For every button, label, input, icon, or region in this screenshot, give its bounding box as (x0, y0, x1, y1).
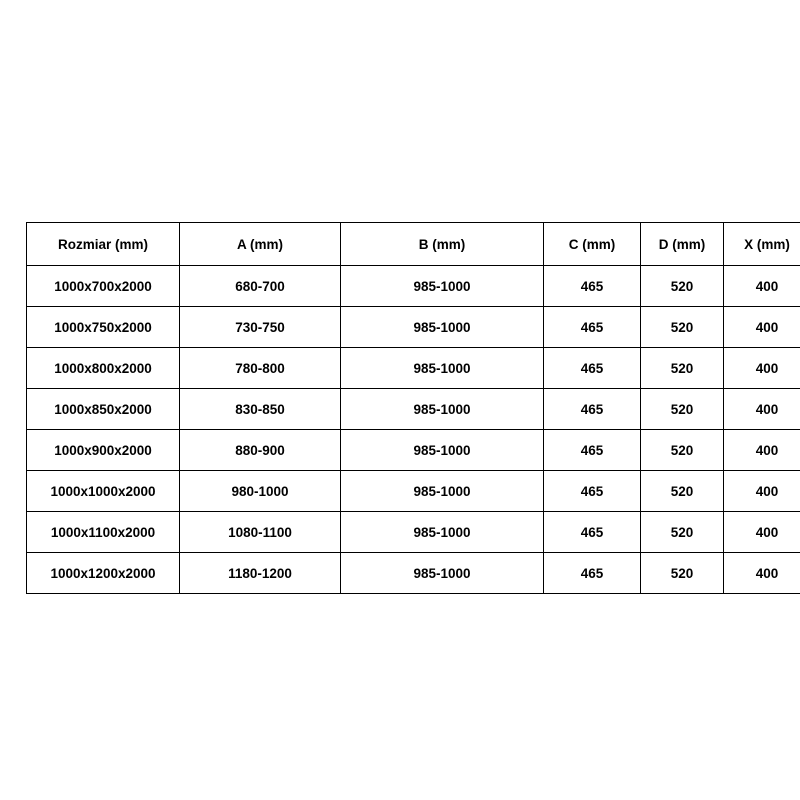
cell-a: 980-1000 (180, 471, 341, 512)
cell-b: 985-1000 (341, 553, 544, 594)
column-header-c: C (mm) (544, 223, 641, 266)
table-row (27, 307, 800, 348)
cell-rozmiar: 1000x900x2000 (27, 430, 180, 471)
cell-a: 830-850 (180, 389, 341, 430)
cell-d: 520 (641, 348, 724, 389)
column-header-b: B (mm) (341, 223, 544, 266)
table-row (27, 553, 800, 594)
cell-d: 520 (641, 307, 724, 348)
table-body (27, 266, 800, 594)
cell-c: 465 (544, 471, 641, 512)
cell-b: 985-1000 (341, 307, 544, 348)
cell-b: 985-1000 (341, 430, 544, 471)
cell-a: 1080-1100 (180, 512, 341, 553)
cell-x: 400 (724, 430, 800, 471)
cell-d: 520 (641, 389, 724, 430)
table-row (27, 348, 800, 389)
cell-b: 985-1000 (341, 348, 544, 389)
cell-x: 400 (724, 266, 800, 307)
table-row (27, 430, 800, 471)
specification-table-container (26, 222, 790, 594)
cell-c: 465 (544, 389, 641, 430)
cell-x: 400 (724, 307, 800, 348)
specification-table (26, 222, 800, 594)
cell-rozmiar: 1000x1100x2000 (27, 512, 180, 553)
cell-b: 985-1000 (341, 512, 544, 553)
cell-c: 465 (544, 512, 641, 553)
cell-x: 400 (724, 512, 800, 553)
cell-a: 880-900 (180, 430, 341, 471)
cell-d: 520 (641, 430, 724, 471)
table-row (27, 471, 800, 512)
cell-c: 465 (544, 307, 641, 348)
column-header-a: A (mm) (180, 223, 341, 266)
column-header-d: D (mm) (641, 223, 724, 266)
cell-rozmiar: 1000x1000x2000 (27, 471, 180, 512)
cell-c: 465 (544, 553, 641, 594)
cell-c: 465 (544, 348, 641, 389)
cell-x: 400 (724, 348, 800, 389)
cell-rozmiar: 1000x850x2000 (27, 389, 180, 430)
cell-d: 520 (641, 266, 724, 307)
table-header-row (27, 223, 800, 266)
cell-d: 520 (641, 512, 724, 553)
table-header (27, 223, 800, 266)
cell-b: 985-1000 (341, 266, 544, 307)
cell-c: 465 (544, 430, 641, 471)
cell-d: 520 (641, 553, 724, 594)
cell-a: 680-700 (180, 266, 341, 307)
cell-rozmiar: 1000x750x2000 (27, 307, 180, 348)
cell-a: 780-800 (180, 348, 341, 389)
cell-rozmiar: 1000x1200x2000 (27, 553, 180, 594)
table-row (27, 512, 800, 553)
cell-rozmiar: 1000x700x2000 (27, 266, 180, 307)
table-row (27, 389, 800, 430)
cell-rozmiar: 1000x800x2000 (27, 348, 180, 389)
column-header-rozmiar: Rozmiar (mm) (27, 223, 180, 266)
cell-b: 985-1000 (341, 471, 544, 512)
column-header-x: X (mm) (724, 223, 800, 266)
cell-b: 985-1000 (341, 389, 544, 430)
cell-x: 400 (724, 471, 800, 512)
cell-a: 730-750 (180, 307, 341, 348)
cell-a: 1180-1200 (180, 553, 341, 594)
cell-x: 400 (724, 389, 800, 430)
cell-x: 400 (724, 553, 800, 594)
cell-d: 520 (641, 471, 724, 512)
cell-c: 465 (544, 266, 641, 307)
table-row (27, 266, 800, 307)
